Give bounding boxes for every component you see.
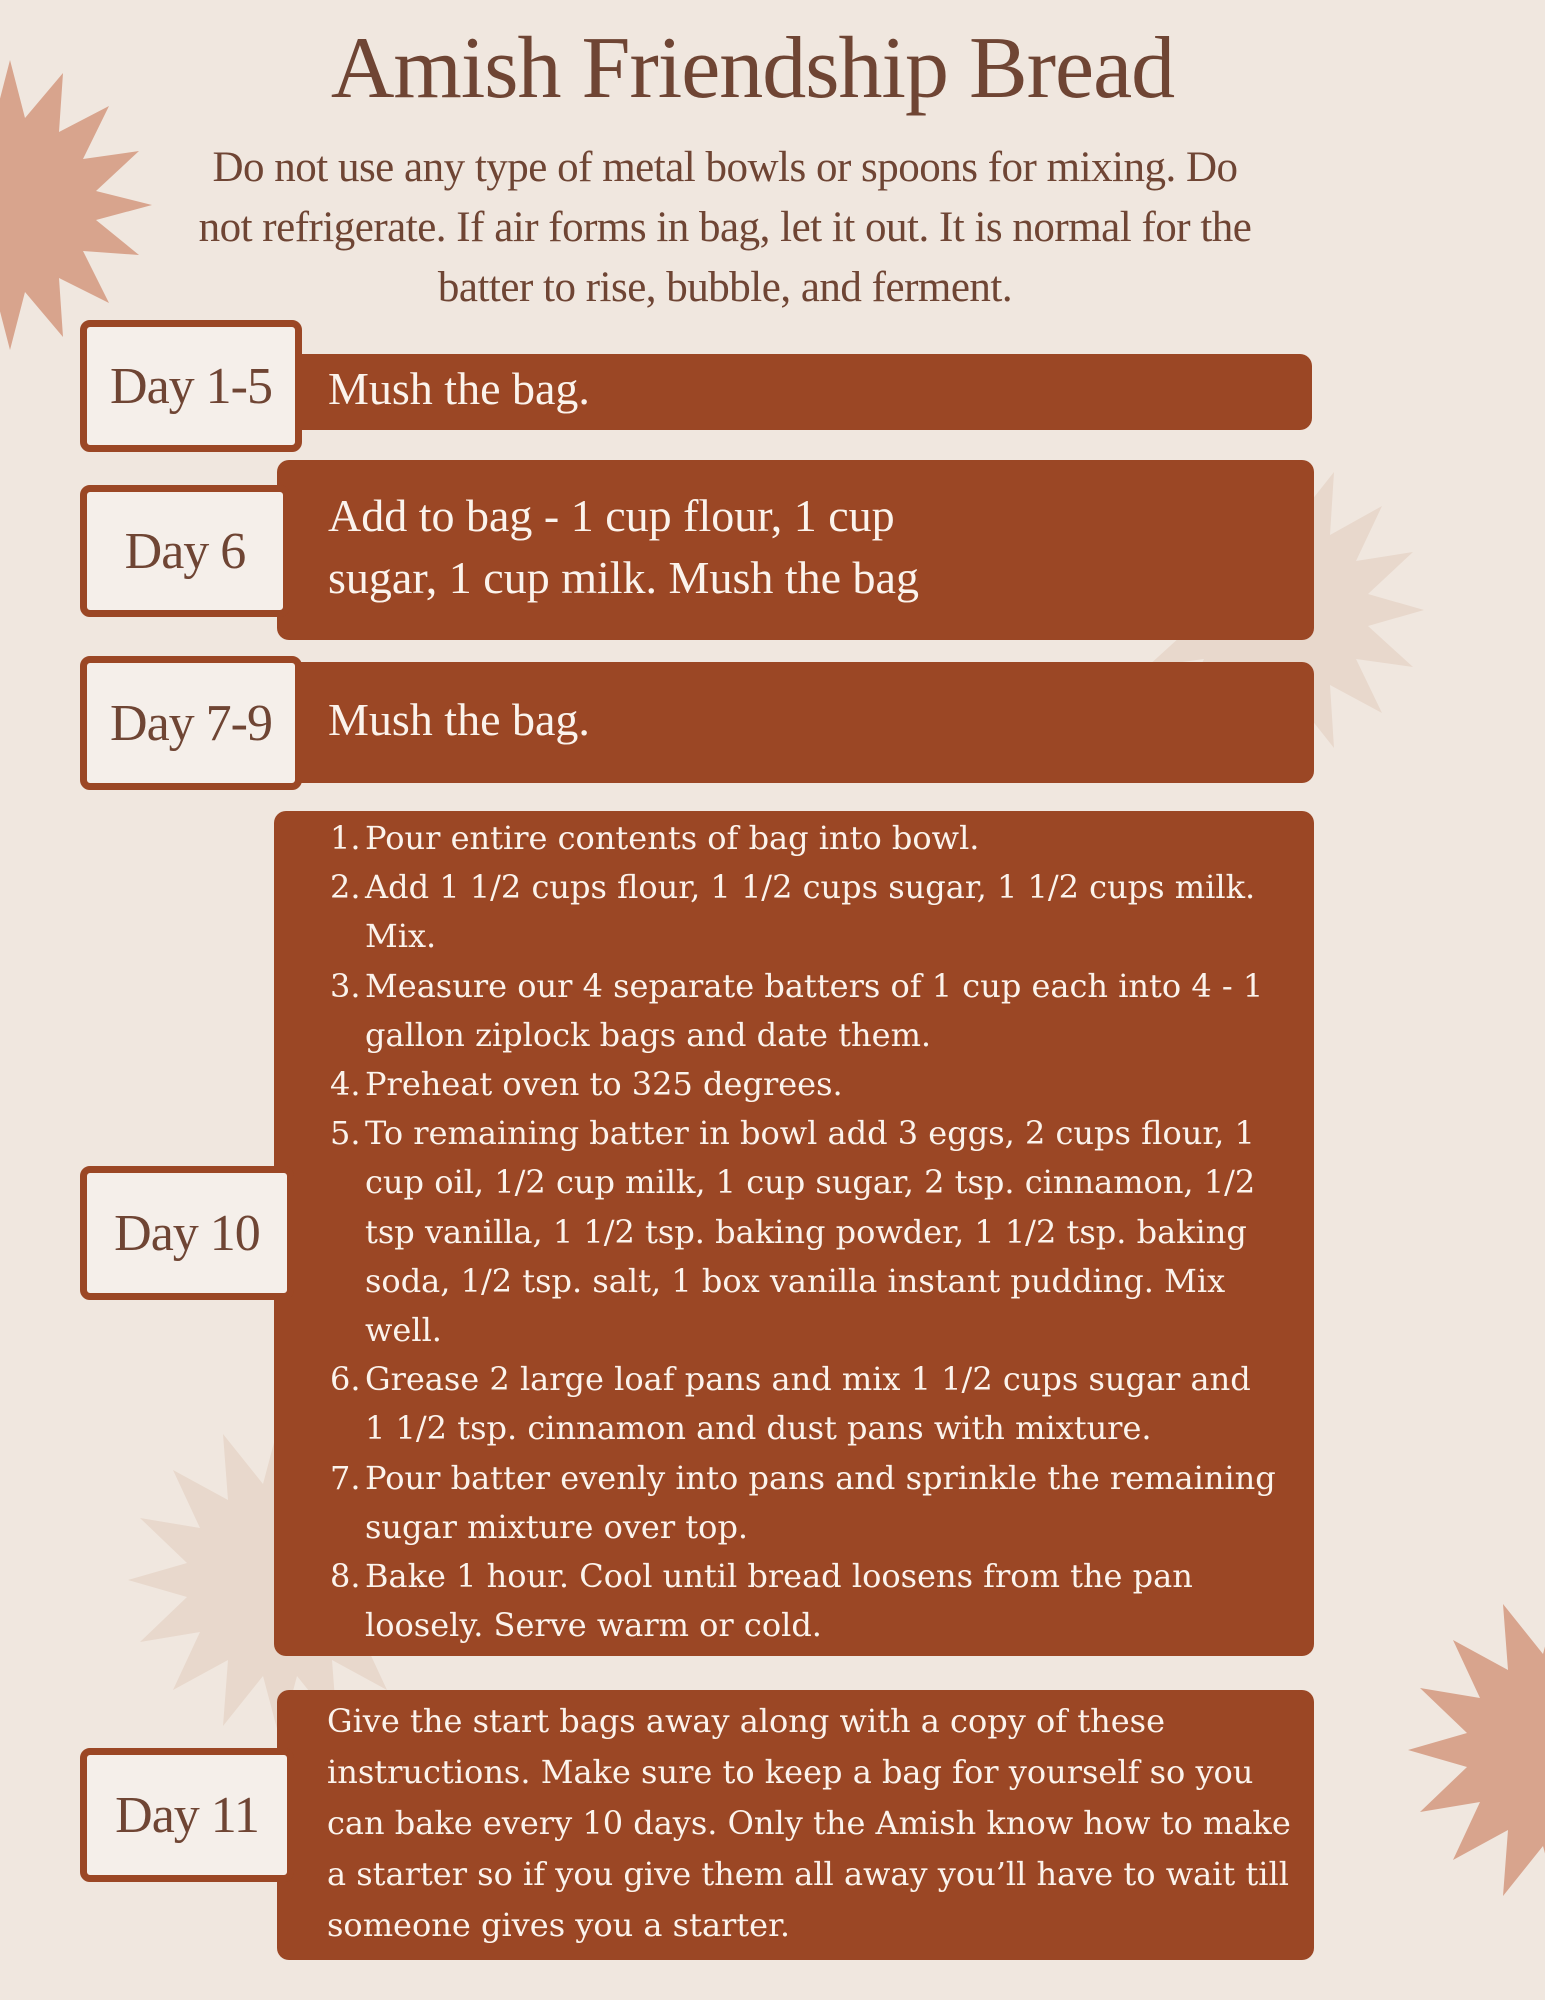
page-title: Amish Friendship Bread bbox=[330, 20, 1175, 117]
step-text: Grease 2 large loaf pans and mix 1 1/2 cups sugar and 1 1/2 tsp. cinnamon and dust pans with mixture. bbox=[365, 1360, 1251, 1448]
step-text: Preheat oven to 325 degrees. bbox=[365, 1065, 843, 1104]
list-item bbox=[330, 1355, 1280, 1453]
step-number: 1. bbox=[330, 819, 361, 857]
step-text: To remaining batter in bowl add 3 eggs, 2 cups flour, 1 cup oil, 1/2 cup milk, 1 cup sugar, 2 tsp. cinnamon, 1/2 tsp vanilla, 1 1/2 tsp. baking powder, 1 1/2 tsp. baking soda, 1/2 tsp. salt, 1 box vanilla instant pudding. Mix well. bbox=[365, 1114, 1256, 1350]
day-11-text: Give the start bags away along with a copy of these instructions. Make sure to keep a bag for yourself so you can bake every 10 days. Only the Amish know how to make a starter so if you give them all away you’ll have to wait till someone gives you a starter. bbox=[327, 1702, 1291, 1944]
day-1-5-label: Day 1-5 bbox=[80, 320, 302, 452]
intro-instructions: Do not use any type of metal bowls or spoons for mixing. Do not refrigerate. If air forms in bag, let it out. It is normal for the batter to rise, bubble, and ferment. bbox=[198, 144, 1252, 311]
day-6-text-line-1: Add to bag - 1 cup flour, 1 cup bbox=[328, 490, 895, 541]
step-text: Add 1 1/2 cups flour, 1 1/2 cups sugar, 1 1/2 cups milk. Mix. bbox=[365, 868, 1256, 956]
list-item bbox=[330, 1454, 1280, 1552]
day-7-9-label: Day 7-9 bbox=[80, 656, 302, 790]
list-item bbox=[330, 1060, 1280, 1109]
step-number: 4. bbox=[330, 1065, 361, 1104]
day-10-label: Day 10 bbox=[80, 1166, 294, 1300]
step-number: 6. bbox=[330, 1360, 361, 1399]
step-text: Measure our 4 separate batters of 1 cup each into 4 - 1 gallon ziplock bags and date them. bbox=[365, 966, 1264, 1054]
day-11-label: Day 11 bbox=[80, 1748, 294, 1882]
day-6-label: Day 6 bbox=[80, 485, 290, 617]
day-1-5-panel bbox=[290, 354, 1312, 430]
list-item bbox=[330, 814, 1280, 863]
step-number: 3. bbox=[330, 966, 361, 1005]
day-7-9-text: Mush the bag. bbox=[328, 694, 590, 745]
day-1-5-text: Mush the bag. bbox=[328, 363, 590, 414]
step-text: Pour entire contents of bag into bowl. bbox=[365, 819, 980, 857]
list-item bbox=[330, 1552, 1280, 1650]
step-number: 2. bbox=[330, 868, 361, 907]
list-item bbox=[330, 962, 1280, 1060]
day-6-text-line-2: sugar, 1 cup milk. Mush the bag bbox=[328, 552, 919, 603]
step-number: 8. bbox=[330, 1557, 361, 1596]
step-text: Pour batter evenly into pans and sprinkle the remaining sugar mixture over top. bbox=[365, 1458, 1276, 1546]
step-number: 7. bbox=[330, 1458, 361, 1497]
step-text: Bake 1 hour. Cool until bread loosens from the pan loosely. Serve warm or cold. bbox=[365, 1557, 1193, 1645]
list-item bbox=[330, 1109, 1280, 1355]
step-number: 5. bbox=[330, 1114, 361, 1153]
day-6-panel bbox=[277, 460, 1314, 640]
day-10-steps-list bbox=[330, 814, 1280, 1650]
day-7-9-panel bbox=[277, 662, 1314, 783]
list-item bbox=[330, 863, 1280, 961]
starburst-decoration-bottom-right bbox=[1370, 1570, 1545, 1950]
